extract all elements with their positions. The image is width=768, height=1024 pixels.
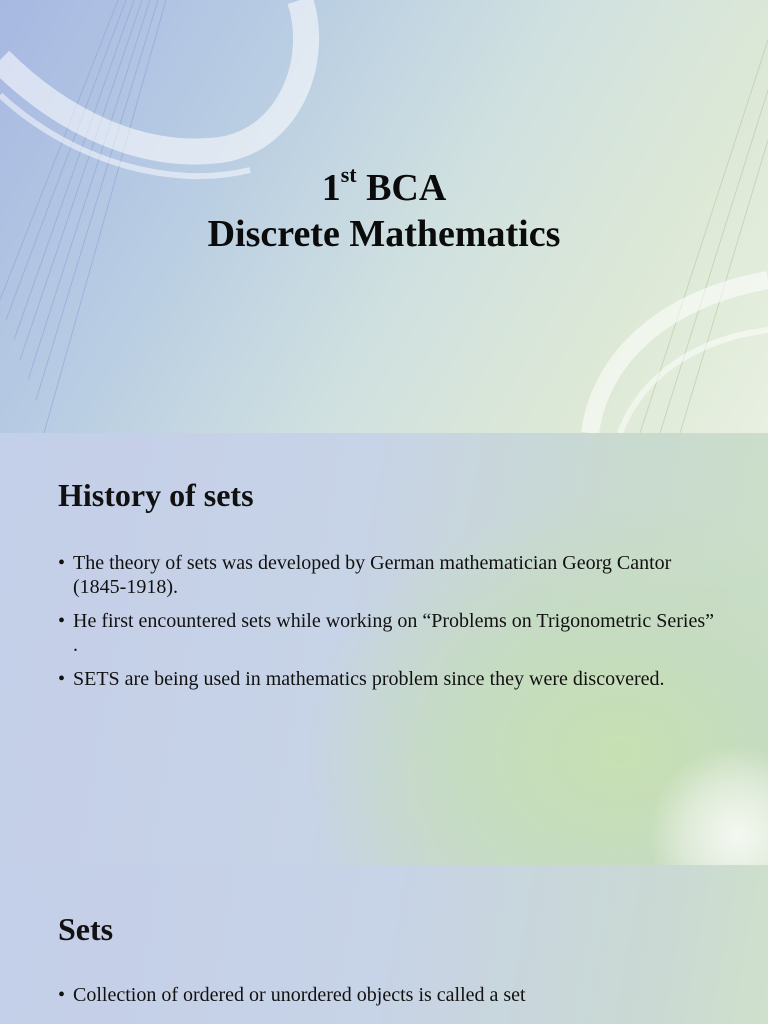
slide-title [0, 162, 768, 210]
title-course: BCA [356, 167, 447, 209]
sets-slide [0, 865, 768, 1024]
slide-heading: History of sets [58, 477, 254, 513]
bullet-list [58, 983, 718, 1017]
bullet-item: • He first encountered sets while working on “Problems on Trigonometric Series” . [58, 609, 718, 657]
title-superscript: st [340, 162, 357, 187]
title-number: 1 [321, 167, 341, 209]
title-slide [0, 0, 768, 433]
history-slide [0, 433, 768, 865]
bullet-item: • SETS are being used in mathematics problem since they were discovered. [58, 667, 718, 691]
slide-subtitle: Discrete Mathematics [207, 213, 561, 255]
bullet-item: • The theory of sets was developed by German mathematician Georg Cantor (1845-1918). [58, 551, 718, 599]
slide-heading: Sets [58, 911, 114, 947]
bullet-item: • Collection of ordered or unordered objects is called a set [58, 983, 718, 1007]
decorative-glow [648, 745, 768, 865]
bullet-list [58, 551, 718, 701]
